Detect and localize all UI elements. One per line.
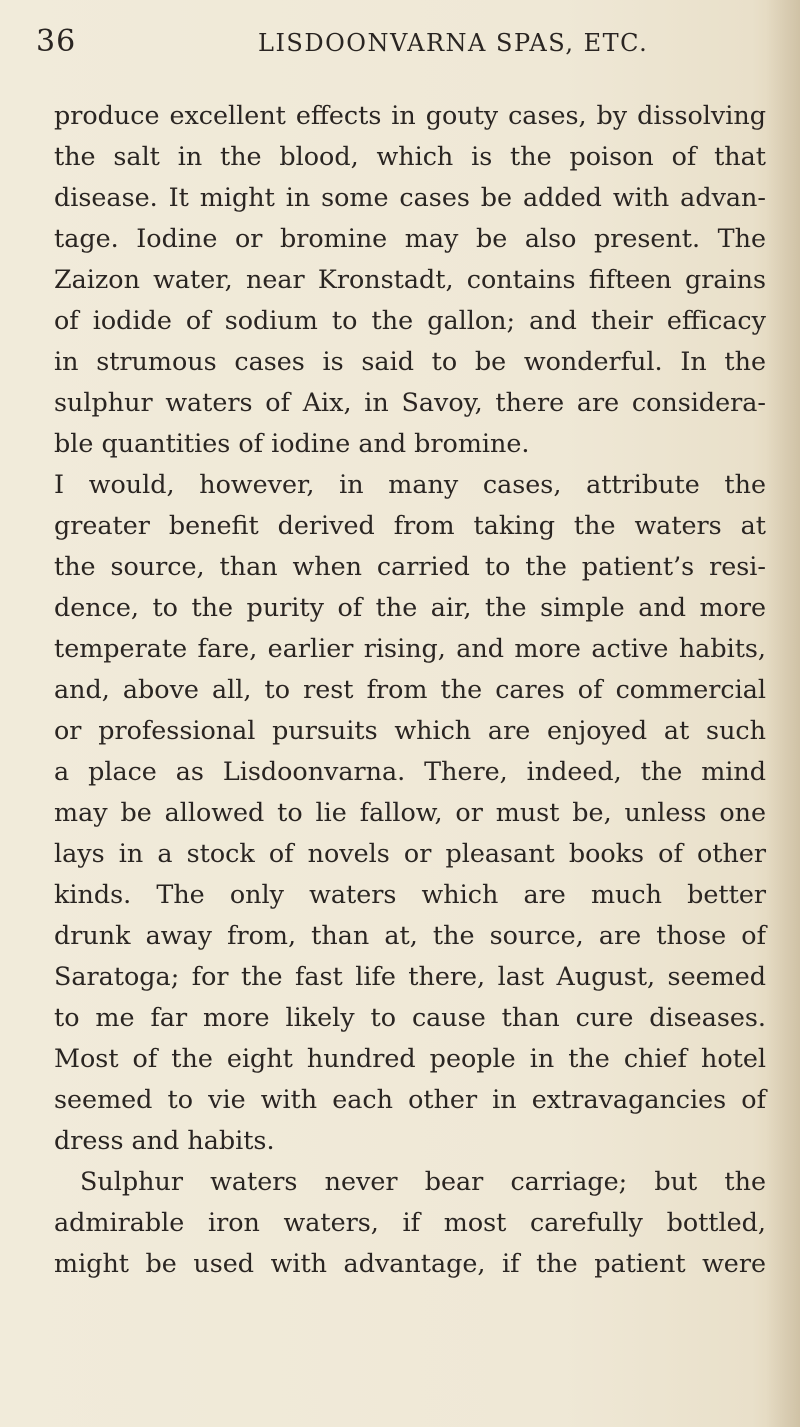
paragraph-start-line: I would, however, in many cases, attribute the (54, 469, 766, 499)
text-line: admirable iron waters, if most carefully bottled, (54, 1207, 766, 1237)
text-line: Saratoga; for the fast life there, last August, seemed (54, 961, 766, 991)
text-line: dence, to the purity of the air, the simple and more (54, 592, 766, 622)
text-line: kinds. The only waters which are much better (54, 879, 766, 909)
running-head-title: LISDOONVARNA SPAS, ETC. (258, 29, 649, 57)
text-line: tage. Iodine or bromine may be also present. The (54, 223, 766, 253)
text-line: produce excellent effects in gouty cases, by dissolving (54, 100, 766, 130)
text-line: seemed to vie with each other in extravagancies of (54, 1084, 766, 1114)
text-line: may be allowed to lie fallow, or must be, unless one (54, 797, 766, 827)
running-head (36, 24, 766, 64)
text-line: greater benefit derived from taking the waters at (54, 510, 766, 540)
text-line: Most of the eight hundred people in the chief hotel (54, 1043, 766, 1073)
text-line: lays in a stock of novels or pleasant books of other (54, 838, 766, 868)
text-line: temperate fare, earlier rising, and more active habits, (54, 633, 766, 663)
body-text (54, 95, 766, 1284)
text-line: drunk away from, than at, the source, are those of (54, 920, 766, 950)
page-number: 36 (36, 24, 77, 59)
text-line: Zaizon water, near Kronstadt, contains fifteen grains (54, 264, 766, 294)
text-line: dress and habits. (54, 1125, 275, 1155)
paragraph-start-line: Sulphur waters never bear carriage; but the (80, 1166, 766, 1196)
text-line: of iodide of sodium to the gallon; and their efficacy (54, 305, 766, 335)
text-line: the salt in the blood, which is the poison of that (54, 141, 766, 171)
text-line: sulphur waters of Aix, in Savoy, there are considera- (54, 387, 766, 417)
text-line: might be used with advantage, if the patient were (54, 1248, 766, 1278)
text-line: a place as Lisdoonvarna. There, indeed, the mind (54, 756, 766, 786)
page-edge-shadow (766, 0, 800, 1427)
text-line: to me far more likely to cause than cure diseases. (54, 1002, 766, 1032)
text-line: in strumous cases is said to be wonderful. In the (54, 346, 766, 376)
text-line: the source, than when carried to the patient’s resi- (54, 551, 766, 581)
text-line: or professional pursuits which are enjoyed at such (54, 715, 766, 745)
text-line: disease. It might in some cases be added with advan- (54, 182, 766, 212)
text-line: and, above all, to rest from the cares of commercial (54, 674, 766, 704)
text-line: ble quantities of iodine and bromine. (54, 428, 530, 458)
